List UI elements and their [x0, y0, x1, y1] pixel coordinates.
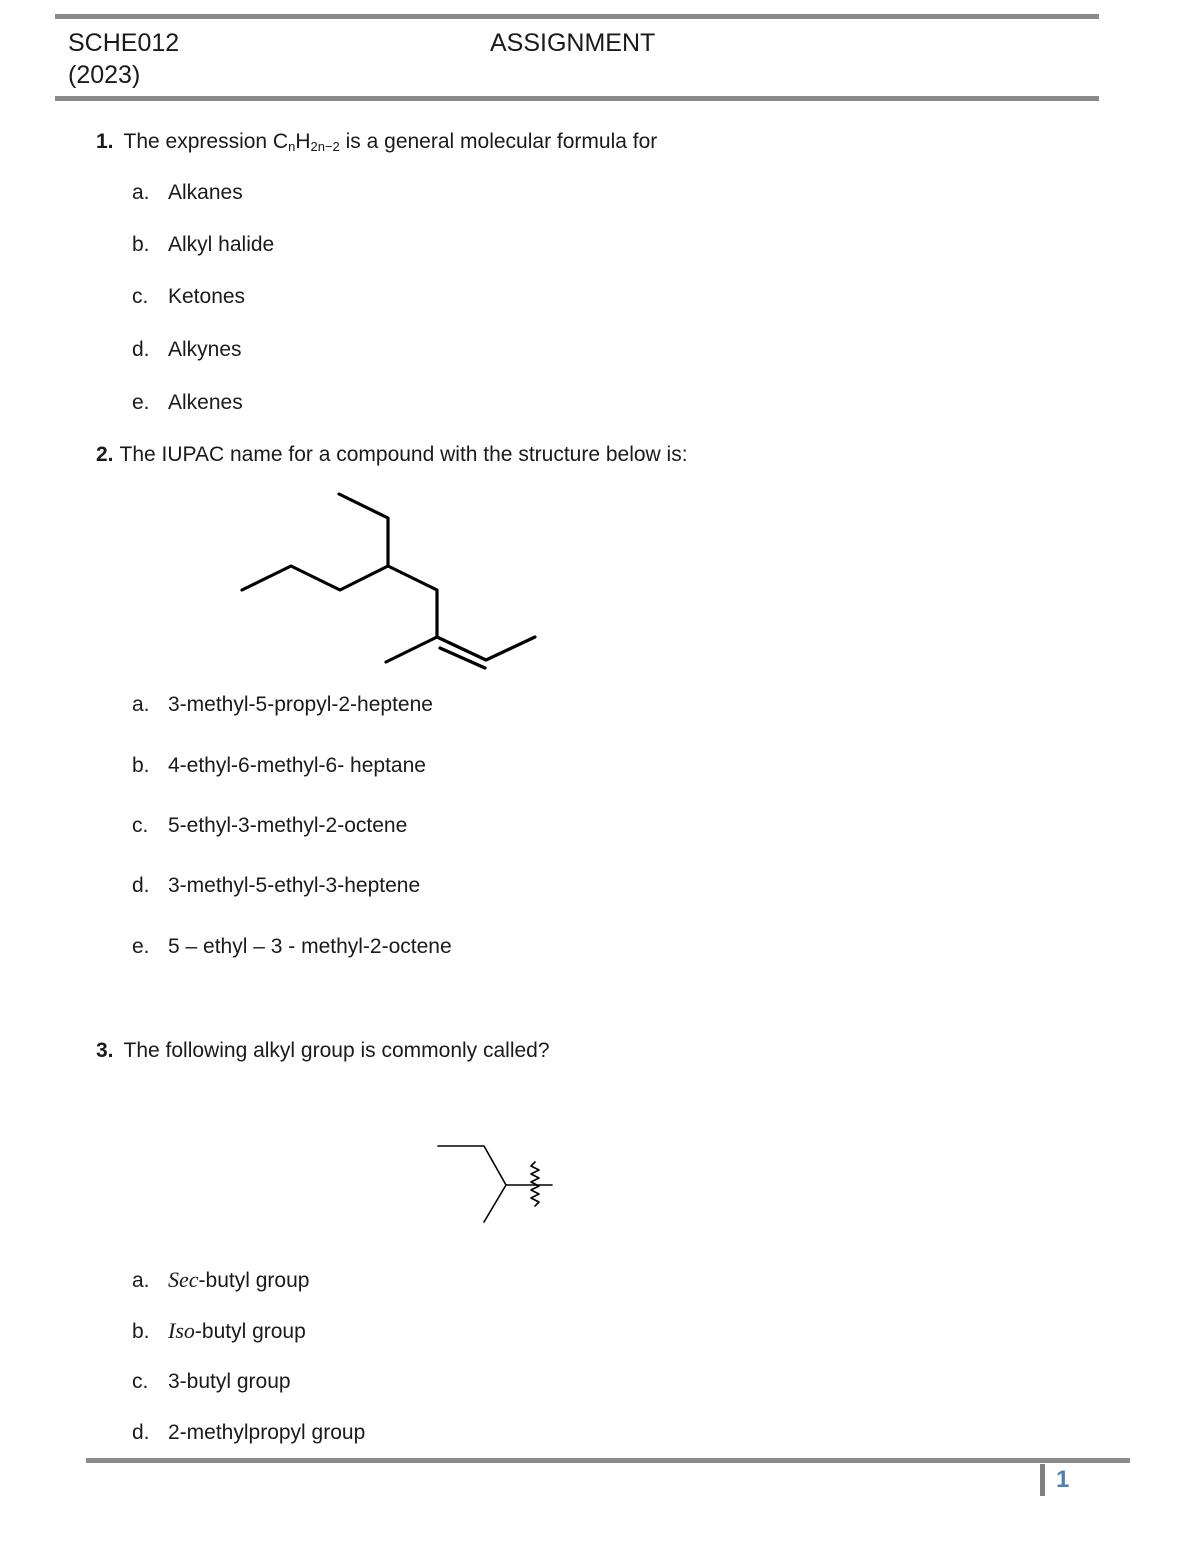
option-letter: c. — [132, 285, 149, 308]
q2-option-d — [132, 873, 420, 899]
question-text: The expression C — [123, 130, 289, 153]
option-text: 3-butyl group — [168, 1370, 291, 1393]
option-text: 4-ethyl-6-methyl-6- heptane — [168, 754, 426, 777]
option-letter: d. — [132, 874, 150, 897]
question-number: 1. — [96, 130, 114, 153]
ethyl-branch-bond — [339, 494, 388, 566]
course-code: SCHE012 — [68, 29, 180, 57]
option-letter: e. — [132, 935, 150, 958]
page-number: 1 — [1056, 1466, 1070, 1493]
option-text: Alkynes — [168, 338, 242, 361]
option-text: 5-ethyl-3-methyl-2-octene — [168, 814, 408, 837]
option-text: 3-methyl-5-propyl-2-heptene — [168, 693, 433, 716]
q2-option-e — [132, 934, 452, 960]
branch-bond-lower — [484, 1185, 506, 1222]
question-1 — [96, 129, 657, 155]
option-text: -butyl group — [194, 1320, 306, 1343]
option-letter: a. — [132, 693, 150, 716]
option-text: 3-methyl-5-ethyl-3-heptene — [168, 874, 421, 897]
option-letter: c. — [132, 1370, 149, 1393]
q1-option-a — [132, 180, 243, 206]
option-text: Ketones — [168, 285, 246, 308]
question-number: 2. — [96, 443, 114, 466]
header-bottom-rule — [55, 96, 1099, 101]
skeletal-structure-q2 — [230, 485, 550, 675]
option-letter: e. — [132, 391, 150, 414]
q2-option-b — [132, 753, 426, 779]
option-letter: d. — [132, 1421, 150, 1444]
q1-option-e — [132, 390, 243, 416]
course-year: (2023) — [68, 61, 141, 89]
q3-option-a — [132, 1267, 309, 1294]
option-text: 2-methylpropyl group — [168, 1421, 366, 1444]
header-top-rule — [55, 14, 1099, 19]
question-2 — [96, 442, 688, 468]
option-letter: b. — [132, 754, 150, 777]
assignment-title: ASSIGNMENT — [490, 29, 656, 57]
wavy-attachment-line — [531, 1162, 539, 1206]
alkyl-group-structure-q3 — [430, 1138, 560, 1228]
q1-option-d — [132, 337, 242, 363]
q3-option-c — [132, 1369, 291, 1395]
q3-option-d — [132, 1420, 365, 1446]
option-text: 5 – ethyl – 3 - methyl-2-octene — [168, 935, 452, 958]
main-chain-bond — [242, 566, 535, 660]
option-prefix: Iso — [168, 1318, 195, 1343]
option-text: Alkanes — [168, 181, 243, 204]
question-number: 3. — [96, 1039, 114, 1062]
q2-option-a — [132, 692, 433, 718]
option-text: -butyl group — [198, 1269, 310, 1292]
option-letter: b. — [132, 1320, 150, 1343]
branch-bond-upper — [438, 1146, 506, 1185]
question-text: The IUPAC name for a compound with the structure below is: — [119, 443, 688, 466]
option-letter: a. — [132, 181, 150, 204]
footer-rule — [86, 1458, 1130, 1463]
option-letter: b. — [132, 233, 150, 256]
question-text: The following alkyl group is commonly called? — [123, 1039, 550, 1062]
q2-option-c — [132, 813, 407, 839]
option-letter: a. — [132, 1269, 150, 1292]
methyl-branch-bond — [386, 637, 437, 662]
option-text: Alkyl halide — [168, 233, 275, 256]
question-text-h: H — [295, 130, 311, 153]
q3-option-b — [132, 1318, 306, 1345]
question-text-end: is a general molecular formula for — [339, 130, 658, 153]
option-text: Alkenes — [168, 391, 243, 414]
q1-option-b — [132, 232, 274, 258]
subscript-2n-2: 2n−2 — [310, 139, 340, 154]
option-letter: c. — [132, 814, 149, 837]
question-3 — [96, 1038, 550, 1064]
page-number-bar — [1040, 1464, 1045, 1496]
subscript-n: n — [288, 139, 296, 154]
q1-option-c — [132, 284, 245, 310]
option-letter: d. — [132, 338, 150, 361]
option-prefix: Sec — [168, 1267, 199, 1292]
